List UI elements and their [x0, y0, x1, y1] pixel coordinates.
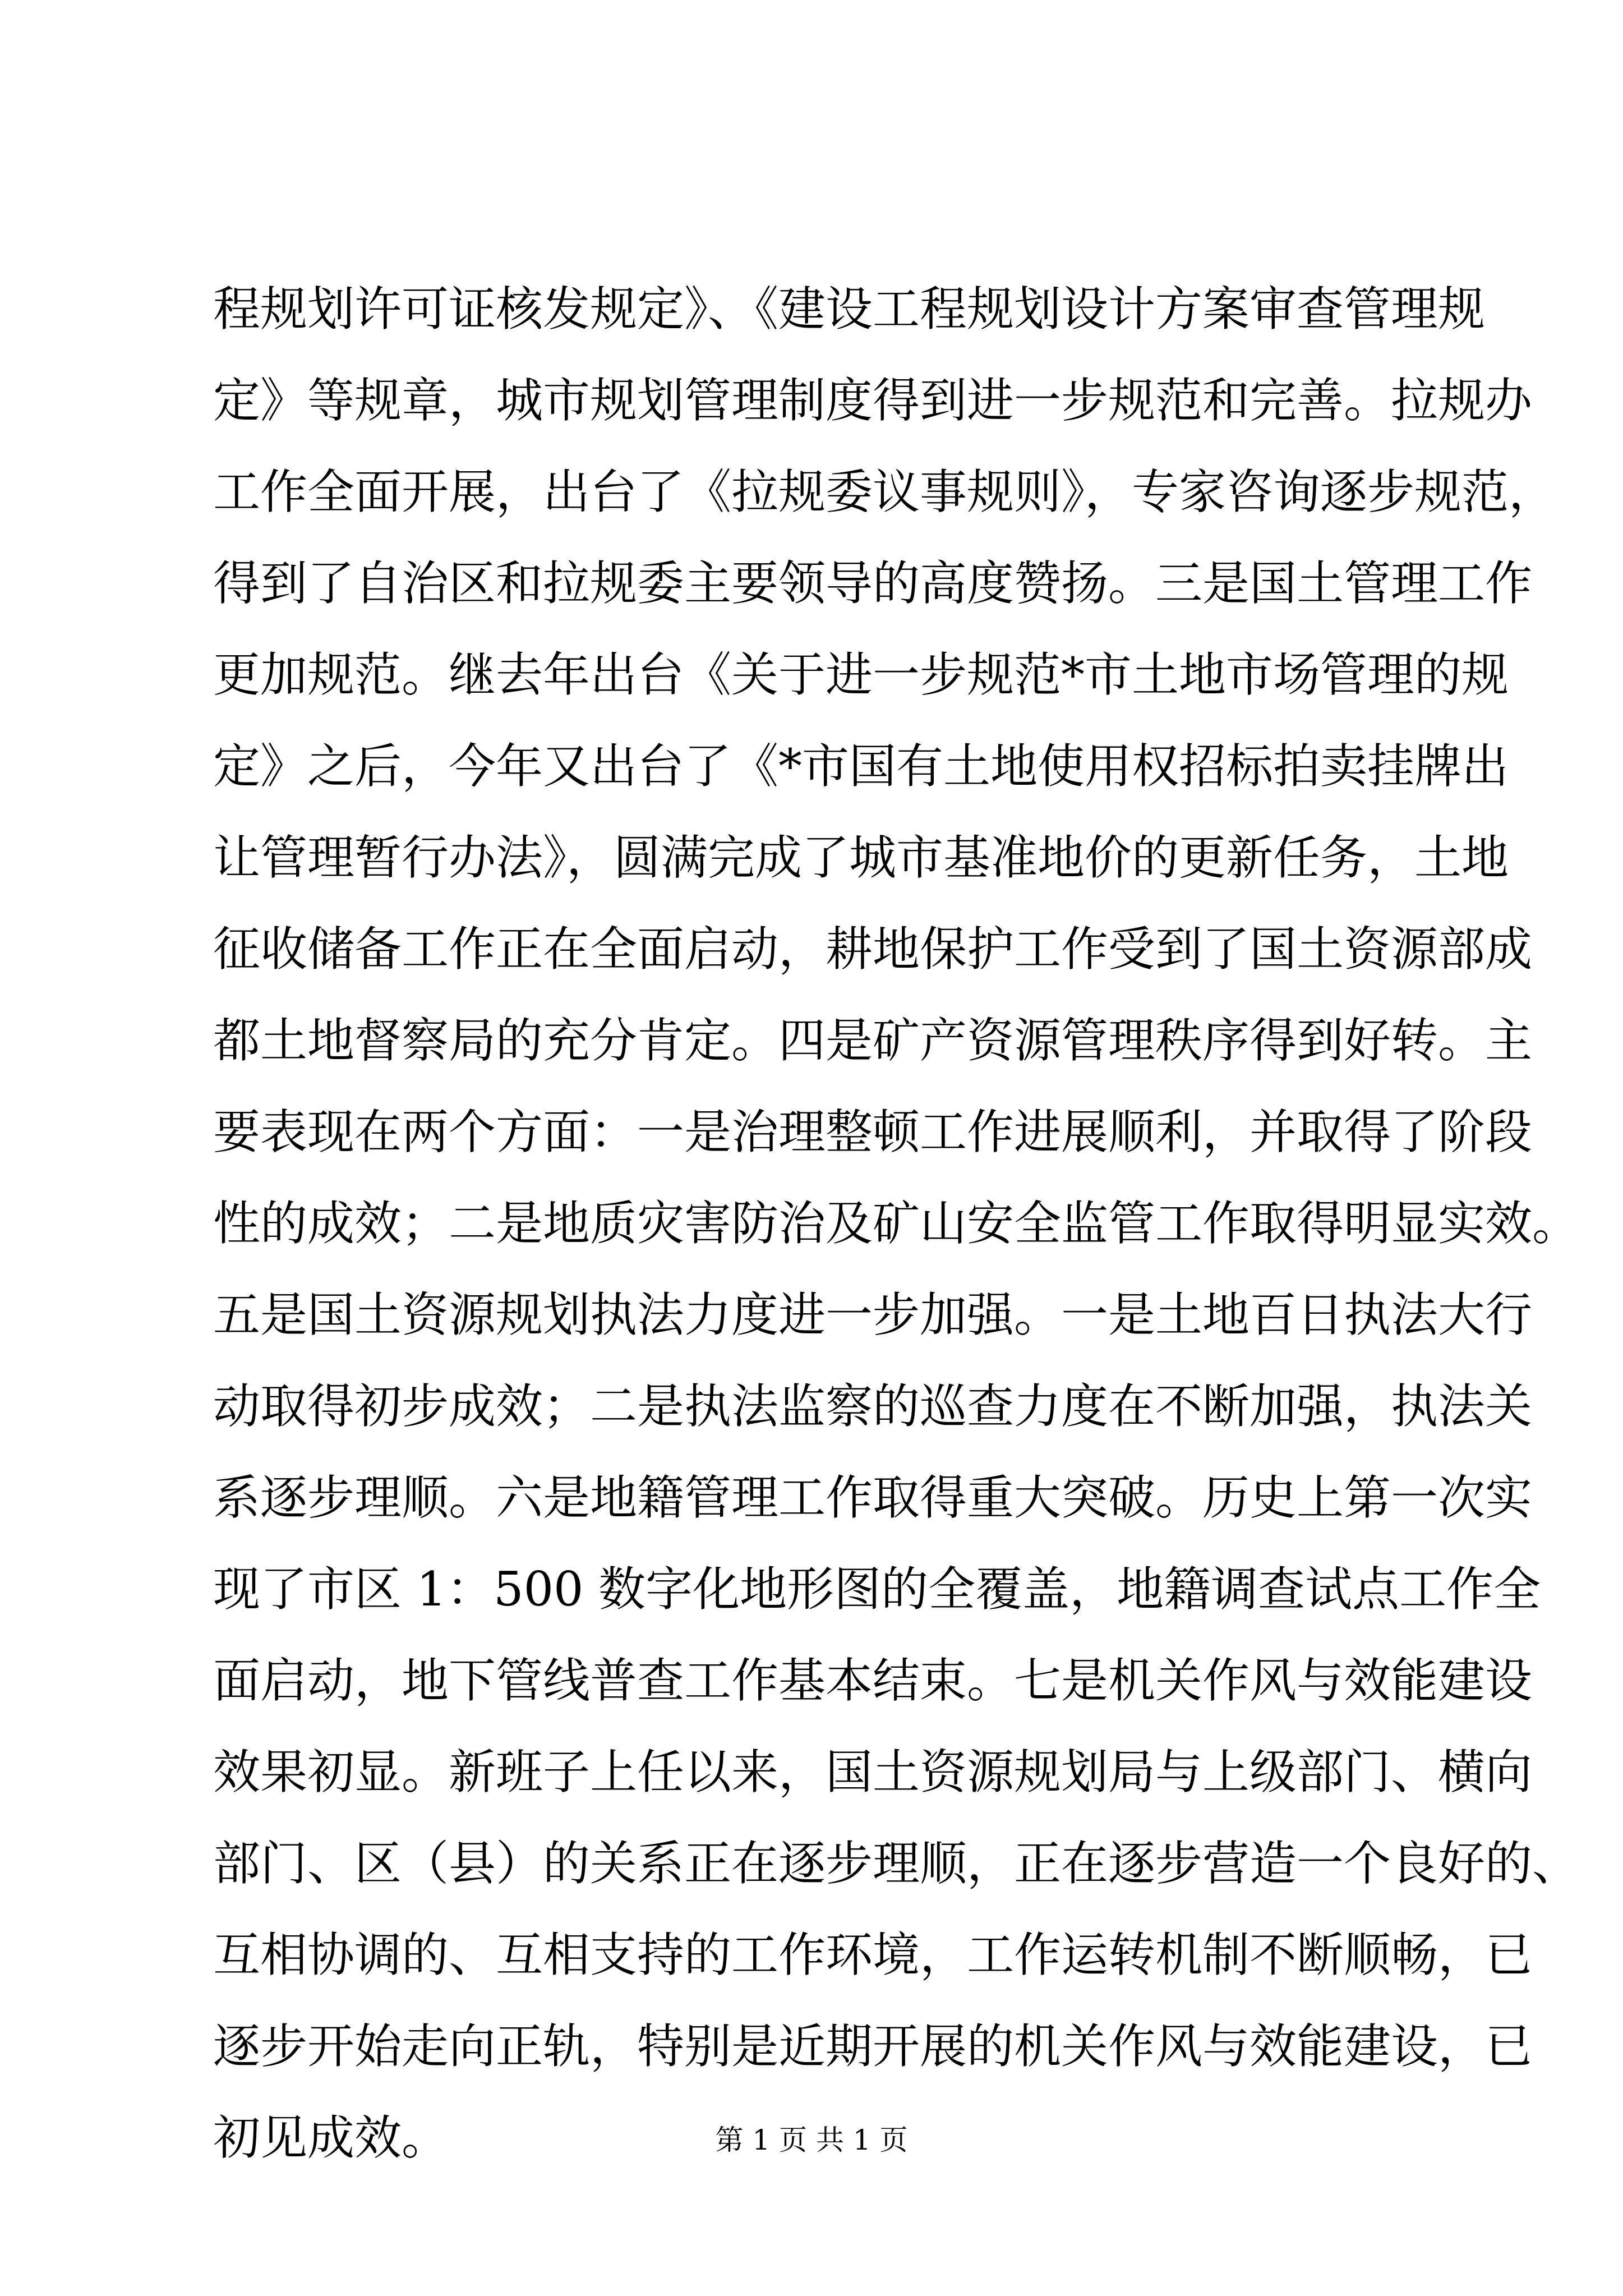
text-line: 得到了自治区和拉规委主要领导的高度赞扬。三是国土管理工作 — [213, 556, 1533, 611]
text-line: 要表现在两个方面：一是治理整顿工作进展顺利，并取得了阶段 — [213, 1105, 1533, 1159]
text-line: 程规划许可证核发规定》、《建设工程规划设计方案审查管理规 — [213, 282, 1486, 337]
text-line: 征收储备工作正在全面启动，耕地保护工作受到了国土资源部成 — [213, 922, 1533, 977]
text-line: 互相协调的、互相支持的工作环境，工作运转机制不断顺畅，已 — [213, 1927, 1533, 1982]
page-number-label: 第 1 页 共 1 页 — [715, 2124, 908, 2156]
text-line: 动取得初步成效；二是执法监察的巡查力度在不断加强，执法关 — [213, 1379, 1533, 1434]
text-line: 让管理暂行办法》，圆满完成了城市基准地价的更新任务，土地 — [213, 830, 1509, 885]
text-line: 系逐步理顺。六是地籍管理工作取得重大突破。历史上第一次实 — [213, 1470, 1533, 1525]
text-line: 部门、区（县）的关系正在逐步理顺，正在逐步营造一个良好的、 — [213, 1836, 1580, 1891]
text-line: 面启动，地下管线普查工作基本结束。七是机关作风与效能建设 — [213, 1653, 1533, 1708]
text-line: 性的成效；二是地质灾害防治及矿山安全监管工作取得明显实效。 — [213, 1196, 1580, 1251]
text-line: 工作全面开展，出台了《拉规委议事规则》，专家咨询逐步规范， — [213, 464, 1556, 519]
text-line: 都土地督察局的充分肯定。四是矿产资源管理秩序得到好转。主 — [213, 1013, 1533, 1068]
text-line: 更加规范。继去年出台《关于进一步规范*市土地市场管理的规 — [213, 647, 1509, 702]
text-line: 效果初显。新班子上任以来，国土资源规划局与上级部门、横向 — [213, 1745, 1533, 1800]
body-paragraph — [213, 264, 1580, 2184]
text-line: 现了市区 1：500 数字化地形图的全覆盖，地籍调查试点工作全 — [213, 1562, 1541, 1617]
text-line: 定》之后，今年又出台了《*市国有土地使用权招标拍卖挂牌出 — [213, 739, 1509, 794]
text-line-last: 初见成效。 — [213, 2110, 449, 2165]
text-line: 定》等规章，城市规划管理制度得到进一步规范和完善。拉规办 — [213, 373, 1533, 428]
page-footer — [0, 2120, 1623, 2160]
text-line: 逐步开始走向正轨，特别是近期开展的机关作风与效能建设，已 — [213, 2019, 1533, 2074]
text-line: 五是国土资源规划执法力度进一步加强。一是土地百日执法大行 — [213, 1287, 1533, 1342]
